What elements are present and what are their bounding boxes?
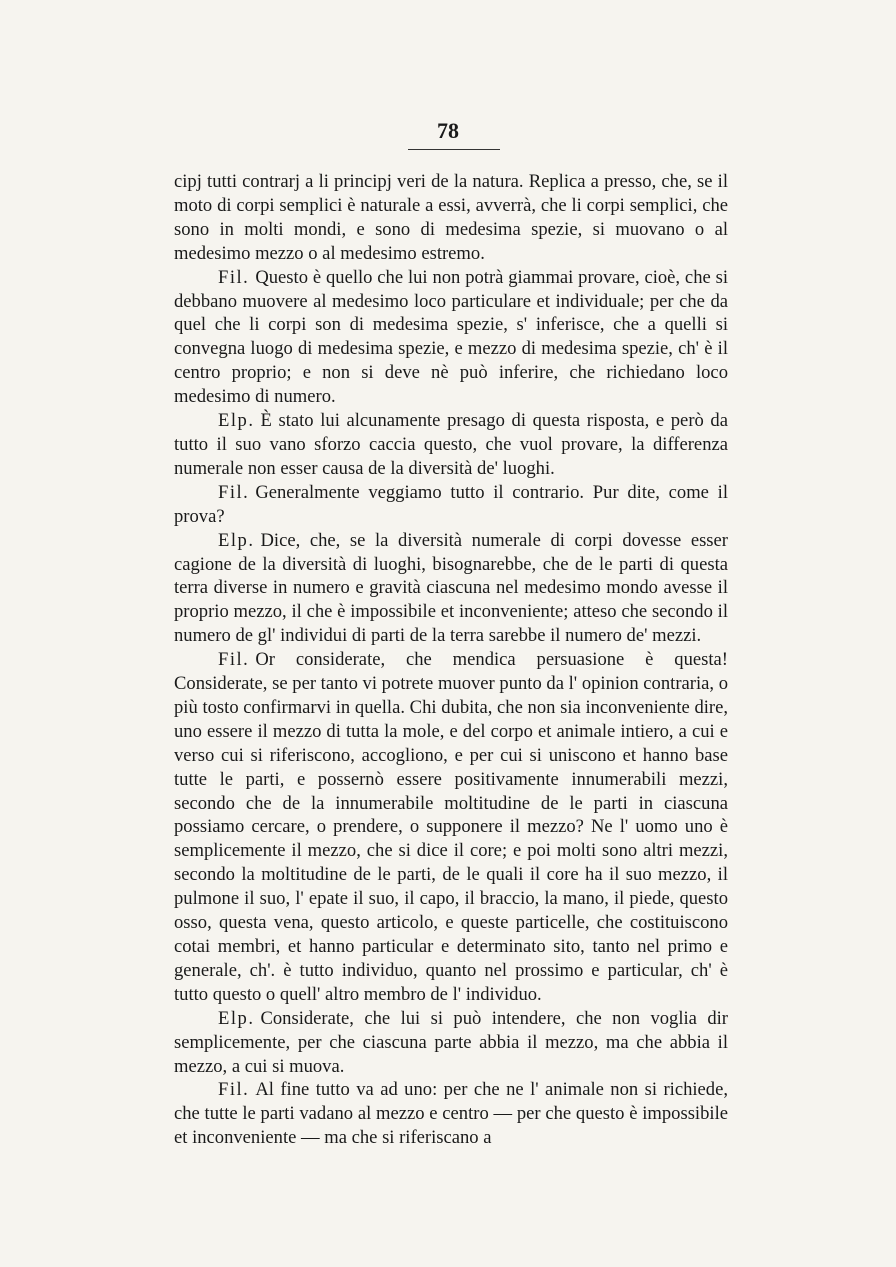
paragraph-text: Or considerate, che mendica persuasione è questa! Considerate, se per tanto vi potrete muover punto da l' opinion contraria, o più tosto confirmarvi in quella. Chi dubita, che non sia inconveniente dire, uno essere il mezzo di tutta la mole, e del corpo et animale intiero, a cui e verso cui si riferiscono, accogliono, e per cui si uniscono et hanno base tutte le parti, e possernò essere positivamente innumerabili mezzi, secondo che de la innumerabile moltitudine de le parti in ciascuna possiamo cercare, o prendere, o supponere il mezzo? Ne l' uomo uno è semplicemente il mezzo, che si dice il core; e poi molti sono altri mezzi, secondo la moltitudine de le parti, de le quali il core ha il suo mezzo, il pulmone il suo, l' epate il suo, il capo, il braccio, la mano, il piede, questo osso, questa vena, questo articolo, e queste particelle, che costituiscono cotai membri, et hanno particular e determinato sito, tanto nel primo e generale, ch'. è tutto individuo, quanto nel prossimo e particular, ch' è tutto questo o quell' altro membro de l' individuo.	[174, 649, 728, 1005]
speaker-label: Elp.	[218, 1007, 255, 1029]
paragraph	[174, 409, 728, 481]
paragraph	[174, 648, 728, 1007]
paragraph-text: Questo è quello che lui non potrà giammai provare, cioè, che si debbano muovere al medesimo loco particulare et individuale; per che da quel che li corpi son di medesima spezie, s' inferisce, che a quelli si convegna luogo di medesima spezie, e mezzo di medesima spezie, ch' è il centro proprio; e non si deve nè può inferire, che richiedano loco medesimo di numero.	[174, 266, 728, 408]
speaker-label: Fil.	[218, 481, 250, 503]
speaker-label: Fil.	[218, 266, 250, 288]
page-body	[174, 170, 728, 1150]
paragraph	[174, 266, 728, 409]
paragraph-text: Al fine tutto va ad uno: per che ne l' animale non si richiede, che tutte le parti vadano al mezzo e centro — per che questo è impossibile et inconveniente — ma che si riferiscano a	[174, 1079, 728, 1149]
speaker-label: Fil.	[218, 1079, 250, 1101]
speaker-label: Elp.	[218, 529, 255, 551]
paragraph-text: Dice, che, se la diversità numerale di corpi dovesse esser cagione de la diversità di luoghi, bisognarebbe, che de le parti di questa terra diverse in numero e gravità ciascuna nel medesimo mondo avesse il proprio mezzo, il che è impossibile et inconveniente; atteso che secondo il numero de gl' individui di parti de la terra sarebbe il numero de' mezzi.	[174, 529, 728, 647]
speaker-label: Elp.	[218, 410, 255, 432]
paragraph	[174, 529, 728, 649]
speaker-label: Fil.	[218, 649, 250, 671]
paragraph-text: Considerate, che lui si può intendere, che non voglia dir semplicemente, per che ciascuna parte abbia il mezzo, ma che abbia il mezzo, a cui si muova.	[174, 1007, 728, 1077]
paragraph	[174, 481, 728, 529]
header-rule	[408, 149, 500, 150]
paragraph	[174, 1078, 728, 1150]
paragraph-text: È stato lui alcunamente presago di questa risposta, e però da tutto il suo vano sforzo caccia questo, che vuol provare, la differenza numerale non esser causa de la diversità de' luoghi.	[174, 410, 728, 479]
paragraph	[174, 1007, 728, 1079]
paragraph-text: Generalmente veggiamo tutto il contrario. Pur dite, come il prova?	[174, 481, 728, 527]
paragraph	[174, 170, 728, 266]
paragraph-text: cipj tutti contrarj a li principj veri de la natura. Replica a presso, che, se il moto di corpi semplici è naturale a essi, avverrà, che li corpi semplici, che sono in molti mondi, e sono di medesima spezie, si muovano o al medesimo mezzo o al medesimo estremo.	[174, 171, 728, 264]
page-number: 78	[437, 118, 459, 143]
